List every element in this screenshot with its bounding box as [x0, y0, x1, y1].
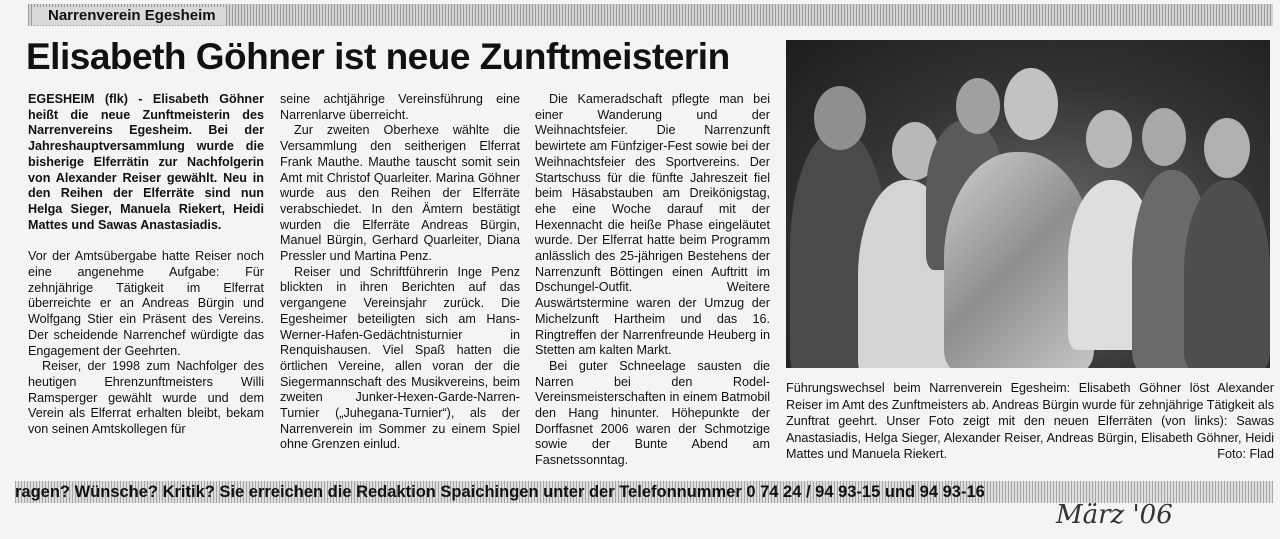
article-column-2	[280, 92, 520, 453]
photo-credit: Foto: Flad	[1217, 447, 1274, 462]
paragraph: Zur zweiten Oberhexe wählte die Versammlung den seitherigen Elferrat Frank Mauthe. Mauthe tauscht somit sein Amt mit Christof Quarleiter. Marina Göhner wurde aus den Reihen der Elferräte verabschiedet. In den Ämtern bestätigt wurden die Elferräte Andreas Bürgin, Manuel Bürgin, Gerhard Quarleiter, Diana Pressler und Martina Penz.	[280, 123, 520, 264]
group-photo	[786, 40, 1270, 368]
handwritten-date: März '06	[1056, 500, 1173, 530]
paragraph: Die Kameradschaft pflegte man bei einer Wanderung und der Weihnachtsfeier. Die Narrenzunft bewirtete am Fünfziger-Fest sowie bei der Weihnachtsfeier des Sportvereins. Der Startschuss für die fünfte Jahreszeit fiel beim Häsabstauben am Dreikönigstag, ehe eine Woche darauf mit der Hexennacht die heiße Phase eingeläutet wurde. Der Elferrat hatte beim Programm anlässlich des 25-jährigen Bestehens der Narrenzunft Böttingen einen Auftritt im Dschungel-Outfit. Weitere Auswärtstermine waren der Umzug der Michelzunft Hartheim und das 16. Ringtreffen der Narrenfreunde Heuberg in Stetten am kalten Markt.	[535, 92, 770, 358]
photo-person-head	[1142, 108, 1186, 166]
paragraph: Reiser, der 1998 zum Nachfolger des heutigen Ehrenzunftmeisters Willi Ramsperger gewählt wurde und dem Verein als Elferrat erhalten bleibt, bekam von seinen Amtskollegen für	[28, 359, 264, 437]
caption-text: Führungswechsel beim Narrenverein Egesheim: Elisabeth Göhner löst Alexander Reiser im Amt des Zunftmeisters ab. Andreas Bürgin wurde für zehnjährige Tätigkeit als Zunftrat geehrt. Unser Foto zeigt mit den neuen Elferräten (von links): Sawas Anastasiadis, Helga Sieger, Alexander Reiser, Andreas Bürgin, Elisabeth Göhner, Heidi Mattes und Manuela Riekert.	[786, 381, 1274, 462]
photo-caption	[786, 380, 1274, 463]
paragraph: seine achtjährige Vereinsführung eine Narrenlarve überreicht.	[280, 92, 520, 122]
lead-paragraph: EGESHEIM (flk) - Elisabeth Göhner heißt die neue Zunftmeisterin des Narrenvereins Egesheim. Bei der Jahreshauptversammlung wurde die bisherige Elferrätin zur Nachfolgerin von Alexander Reiser gewählt. Neu in den Reihen der Elferräte sind nun Helga Sieger, Manuela Riekert, Heidi Mattes und Sawas Anastasiadis.	[28, 92, 264, 232]
article-column-3	[535, 92, 770, 469]
photo-person-head	[1004, 68, 1058, 140]
kicker: Narrenverein Egesheim	[32, 7, 226, 25]
photo-person-head	[1086, 110, 1132, 168]
headline: Elisabeth Göhner ist neue Zunftmeisterin	[26, 36, 730, 77]
paragraph: Vor der Amtsübergabe hatte Reiser noch eine angenehme Aufgabe: Für zehnjährige Tätigkeit im Elferrat überreichte er an Andreas Bürgin und Wolfgang Stier ein Präsent des Vereins. Der scheidende Narrenchef würdigte das Engagement der Geehrten.	[28, 249, 264, 358]
photo-person-head	[814, 86, 866, 150]
paragraph: Reiser und Schriftführerin Inge Penz blickten in ihren Berichten auf das vergangene Vereinsjahr zurück. Die Egesheimer beteiligten sich am Hans-Werner-Hafen-Gedächtnisturnier in Renquishausen. Viel Spaß hatten die örtlichen Vereine, allen voran der die Siegermannschaft des Musikvereins, beim zweiten Junker-Hexen-Garde-Narren-Turnier („Juhegana-Turnier“), als der Narrenverein im Sommer zu einem Spiel ohne Grenzen einlud.	[280, 264, 520, 452]
photo-person	[1184, 180, 1270, 368]
photo-person-head	[956, 78, 1000, 134]
paragraph: Bei guter Schneelage sausten die Narren bei den Rodel-Vereinsmeisterschaften in einem Batmobil den Hang hinunter. Höhepunkte der Dorffasnet 2006 waren der Schmotzige sowie der Bunte Abend am Fasnetssonntag.	[535, 358, 770, 468]
article-column-1	[28, 92, 264, 438]
photo-person-head	[1204, 118, 1250, 178]
footer-text: ragen? Wünsche? Kritik? Sie erreichen die Redaktion Spaichingen unter der Telefonnummer 0 74 24 / 94 93-15 und 94 93-16	[15, 483, 985, 501]
